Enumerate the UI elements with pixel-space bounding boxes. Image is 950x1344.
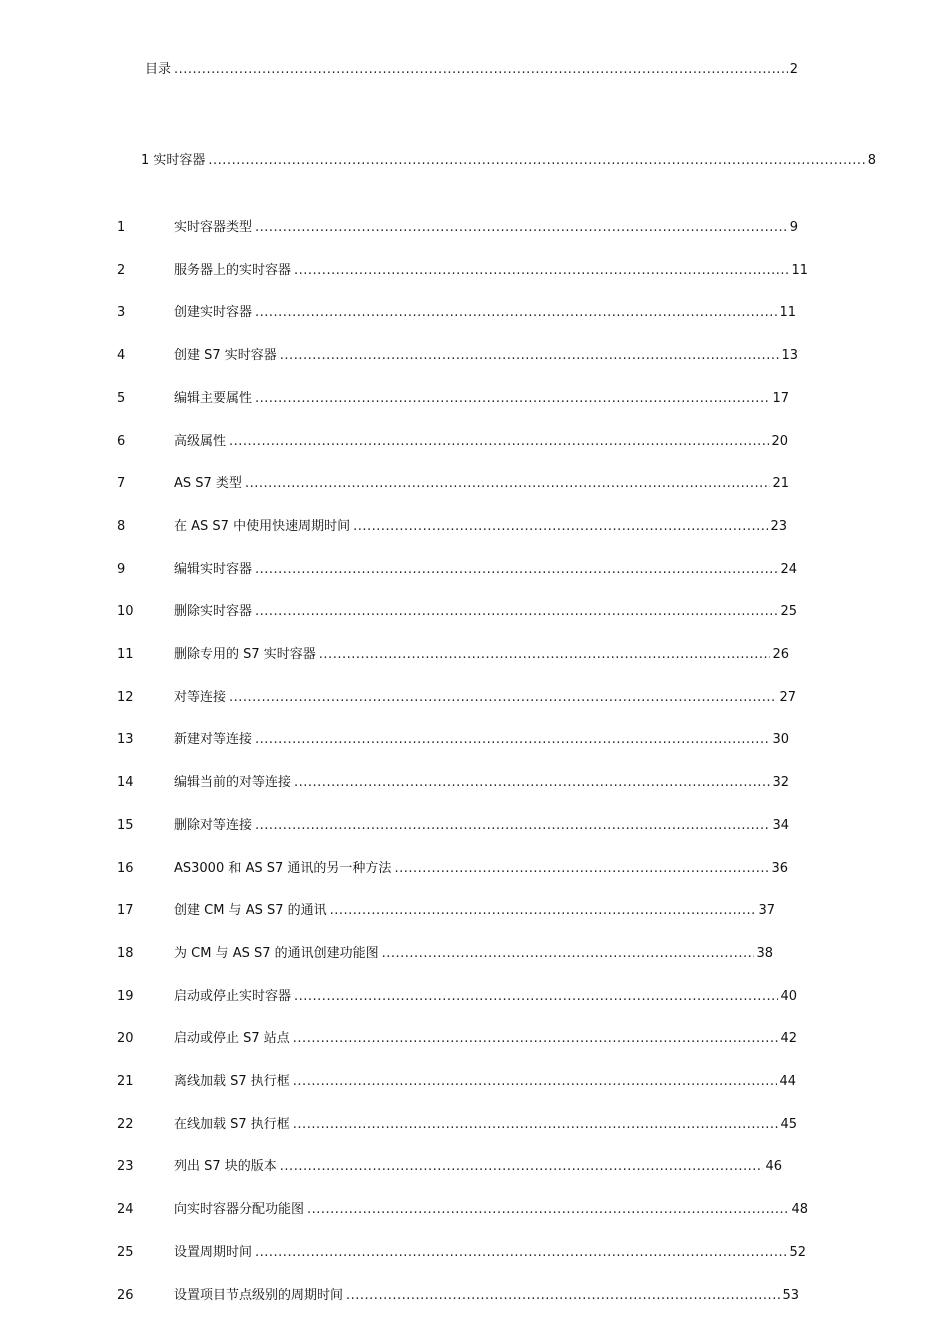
toc-entry-number: 14 bbox=[117, 775, 134, 790]
dot-leader bbox=[255, 561, 778, 579]
toc-entry-number: 26 bbox=[117, 1288, 134, 1303]
dot-leader bbox=[394, 860, 769, 878]
toc-entry-page: 53 bbox=[782, 1288, 799, 1303]
dot-leader bbox=[245, 475, 771, 493]
toc-entry-title: AS3000 和 AS S7 通讯的另一种方法 bbox=[174, 861, 392, 876]
toc-entry-number: 10 bbox=[117, 604, 134, 619]
toc-entry-title: 编辑主要属性 bbox=[174, 391, 253, 406]
toc-entry-page: 40 bbox=[780, 989, 797, 1004]
chapter-page: 8 bbox=[867, 153, 876, 168]
toc-entry-title: 编辑当前的对等连接 bbox=[174, 775, 292, 790]
toc-entry-page: 52 bbox=[789, 1245, 806, 1260]
toc-entry-page: 42 bbox=[780, 1031, 797, 1046]
toc-entry-page: 21 bbox=[772, 476, 789, 491]
toc-entry[interactable] bbox=[174, 860, 788, 878]
toc-entry-page: 30 bbox=[772, 732, 789, 747]
toc-entry-title: 删除实时容器 bbox=[174, 604, 253, 619]
dot-leader bbox=[280, 347, 780, 365]
toc-entry-number: 19 bbox=[117, 989, 134, 1004]
toc-entry-title: 设置周期时间 bbox=[174, 1245, 253, 1260]
toc-entry-title: 离线加载 S7 执行框 bbox=[174, 1074, 290, 1089]
toc-entry-number: 1 bbox=[117, 220, 126, 235]
toc-entry-title: 启动或停止 S7 站点 bbox=[174, 1031, 290, 1046]
dot-leader bbox=[294, 774, 770, 792]
toc-entry[interactable] bbox=[174, 902, 775, 920]
dot-leader bbox=[255, 817, 770, 835]
toc-entry-number: 20 bbox=[117, 1031, 134, 1046]
toc-entry-page: 11 bbox=[779, 305, 796, 320]
dot-leader bbox=[293, 1073, 778, 1091]
dot-leader bbox=[293, 1030, 779, 1048]
dot-leader bbox=[280, 1158, 764, 1176]
toc-entry[interactable] bbox=[174, 945, 773, 963]
toc-entry-page: 37 bbox=[758, 903, 775, 918]
toc-entry-page: 24 bbox=[780, 562, 797, 577]
dot-leader bbox=[255, 1244, 787, 1262]
dot-leader bbox=[307, 1201, 789, 1219]
dot-leader bbox=[330, 902, 757, 920]
toc-entry[interactable] bbox=[174, 646, 789, 664]
toc-entry-number: 23 bbox=[117, 1159, 134, 1174]
toc-entry[interactable] bbox=[174, 1030, 797, 1048]
toc-entry-number: 2 bbox=[117, 263, 126, 278]
dot-leader bbox=[353, 518, 768, 536]
toc-entry-title: 服务器上的实时容器 bbox=[174, 263, 292, 278]
toc-entry-title: 实时容器类型 bbox=[174, 220, 253, 235]
toc-entry-title: 向实时容器分配功能图 bbox=[174, 1202, 305, 1217]
toc-entry-title: 创建 S7 实时容器 bbox=[174, 348, 277, 363]
toc-entry-number: 16 bbox=[117, 861, 134, 876]
toc-entry[interactable] bbox=[174, 304, 796, 322]
toc-entry-page: 48 bbox=[791, 1202, 808, 1217]
toc-entry-number: 13 bbox=[117, 732, 134, 747]
dot-leader bbox=[382, 945, 755, 963]
toc-entry-page: 26 bbox=[772, 647, 789, 662]
toc-entry-number: 18 bbox=[117, 946, 134, 961]
toc-entry-title: 编辑实时容器 bbox=[174, 562, 253, 577]
toc-entry-page: 36 bbox=[771, 861, 788, 876]
dot-leader bbox=[255, 304, 777, 322]
dot-leader bbox=[294, 262, 789, 280]
toc-entry-title: 高级属性 bbox=[174, 434, 227, 449]
toc-entry-page: 34 bbox=[772, 818, 789, 833]
toc-entry-title: 删除对等连接 bbox=[174, 818, 253, 833]
toc-entry[interactable] bbox=[174, 689, 796, 707]
toc-entry-number: 24 bbox=[117, 1202, 134, 1217]
toc-entry-number: 6 bbox=[117, 434, 126, 449]
toc-entry-number: 8 bbox=[117, 519, 126, 534]
dot-leader bbox=[255, 390, 770, 408]
toc-entry-page: 17 bbox=[772, 391, 789, 406]
dot-leader bbox=[346, 1287, 780, 1305]
toc-entry-title: 设置项目节点级别的周期时间 bbox=[174, 1288, 344, 1303]
toc-entry-number: 12 bbox=[117, 690, 134, 705]
toc-entry[interactable] bbox=[174, 433, 788, 451]
chapter-title: 1 实时容器 bbox=[141, 153, 206, 168]
toc-entry-number: 4 bbox=[117, 348, 126, 363]
toc-entry-number: 15 bbox=[117, 818, 134, 833]
toc-entry[interactable] bbox=[174, 1244, 806, 1262]
toc-entry[interactable] bbox=[174, 1201, 808, 1219]
toc-entry-number: 22 bbox=[117, 1117, 134, 1132]
toc-entry-page: 23 bbox=[770, 519, 787, 534]
toc-entry[interactable] bbox=[174, 1073, 796, 1091]
toc-entry-number: 9 bbox=[117, 562, 126, 577]
toc-entry-title: 启动或停止实时容器 bbox=[174, 989, 292, 1004]
toc-entry[interactable] bbox=[174, 518, 787, 536]
toc-entry-page: 11 bbox=[791, 263, 808, 278]
toc-chapter-line[interactable] bbox=[141, 152, 876, 170]
toc-entry-title: 对等连接 bbox=[174, 690, 227, 705]
toc-entry-page: 27 bbox=[779, 690, 796, 705]
dot-leader bbox=[174, 61, 788, 79]
toc-entry-number: 7 bbox=[117, 476, 126, 491]
toc-entry[interactable] bbox=[174, 817, 789, 835]
toc-entry-title: 在线加载 S7 执行框 bbox=[174, 1117, 290, 1132]
dot-leader bbox=[208, 152, 865, 170]
toc-entry-title: 删除专用的 S7 实时容器 bbox=[174, 647, 316, 662]
toc-entry-page: 46 bbox=[765, 1159, 782, 1174]
toc-entry-page: 32 bbox=[772, 775, 789, 790]
toc-entry-page: 9 bbox=[789, 220, 798, 235]
toc-header-title: 目录 bbox=[145, 62, 172, 77]
toc-entry-page: 44 bbox=[779, 1074, 796, 1089]
toc-entry[interactable] bbox=[174, 1116, 797, 1134]
dot-leader bbox=[255, 603, 778, 621]
toc-entry-page: 25 bbox=[780, 604, 797, 619]
toc-entry-number: 11 bbox=[117, 647, 134, 662]
toc-entry-title: 列出 S7 块的版本 bbox=[174, 1159, 277, 1174]
toc-entry-page: 45 bbox=[780, 1117, 797, 1132]
toc-entry[interactable] bbox=[174, 1158, 782, 1176]
dot-leader bbox=[294, 988, 778, 1006]
dot-leader bbox=[255, 731, 770, 749]
toc-entry-page: 38 bbox=[756, 946, 773, 961]
toc-entry-number: 5 bbox=[117, 391, 126, 406]
toc-entry-page: 13 bbox=[781, 348, 798, 363]
toc-entry-title: 创建实时容器 bbox=[174, 305, 253, 320]
toc-entry-number: 21 bbox=[117, 1074, 134, 1089]
toc-entry[interactable] bbox=[174, 219, 798, 237]
toc-entry-title: 创建 CM 与 AS S7 的通讯 bbox=[174, 903, 327, 918]
toc-entry[interactable] bbox=[174, 774, 789, 792]
toc-header-line[interactable] bbox=[145, 61, 798, 79]
dot-leader bbox=[293, 1116, 779, 1134]
toc-entry[interactable] bbox=[174, 731, 789, 749]
dot-leader bbox=[255, 219, 788, 237]
toc-entry[interactable] bbox=[174, 561, 797, 579]
toc-entry[interactable] bbox=[174, 1287, 799, 1305]
toc-header-page: 2 bbox=[789, 62, 798, 77]
toc-entry[interactable] bbox=[174, 390, 789, 408]
toc-entry-title: 在 AS S7 中使用快速周期时间 bbox=[174, 519, 351, 534]
toc-entry[interactable] bbox=[174, 988, 797, 1006]
toc-entry-title: 新建对等连接 bbox=[174, 732, 253, 747]
toc-entry-title: AS S7 类型 bbox=[174, 476, 242, 491]
toc-entry[interactable] bbox=[174, 347, 798, 365]
toc-entry[interactable] bbox=[174, 262, 808, 280]
toc-entry[interactable] bbox=[174, 475, 789, 493]
toc-entry-page: 20 bbox=[771, 434, 788, 449]
dot-leader bbox=[229, 433, 769, 451]
toc-entry-number: 25 bbox=[117, 1245, 134, 1260]
dot-leader bbox=[319, 646, 771, 664]
toc-entry-number: 3 bbox=[117, 305, 126, 320]
dot-leader bbox=[229, 689, 777, 707]
toc-entry-number: 17 bbox=[117, 903, 134, 918]
toc-entry-title: 为 CM 与 AS S7 的通讯创建功能图 bbox=[174, 946, 379, 961]
toc-entry[interactable] bbox=[174, 603, 797, 621]
